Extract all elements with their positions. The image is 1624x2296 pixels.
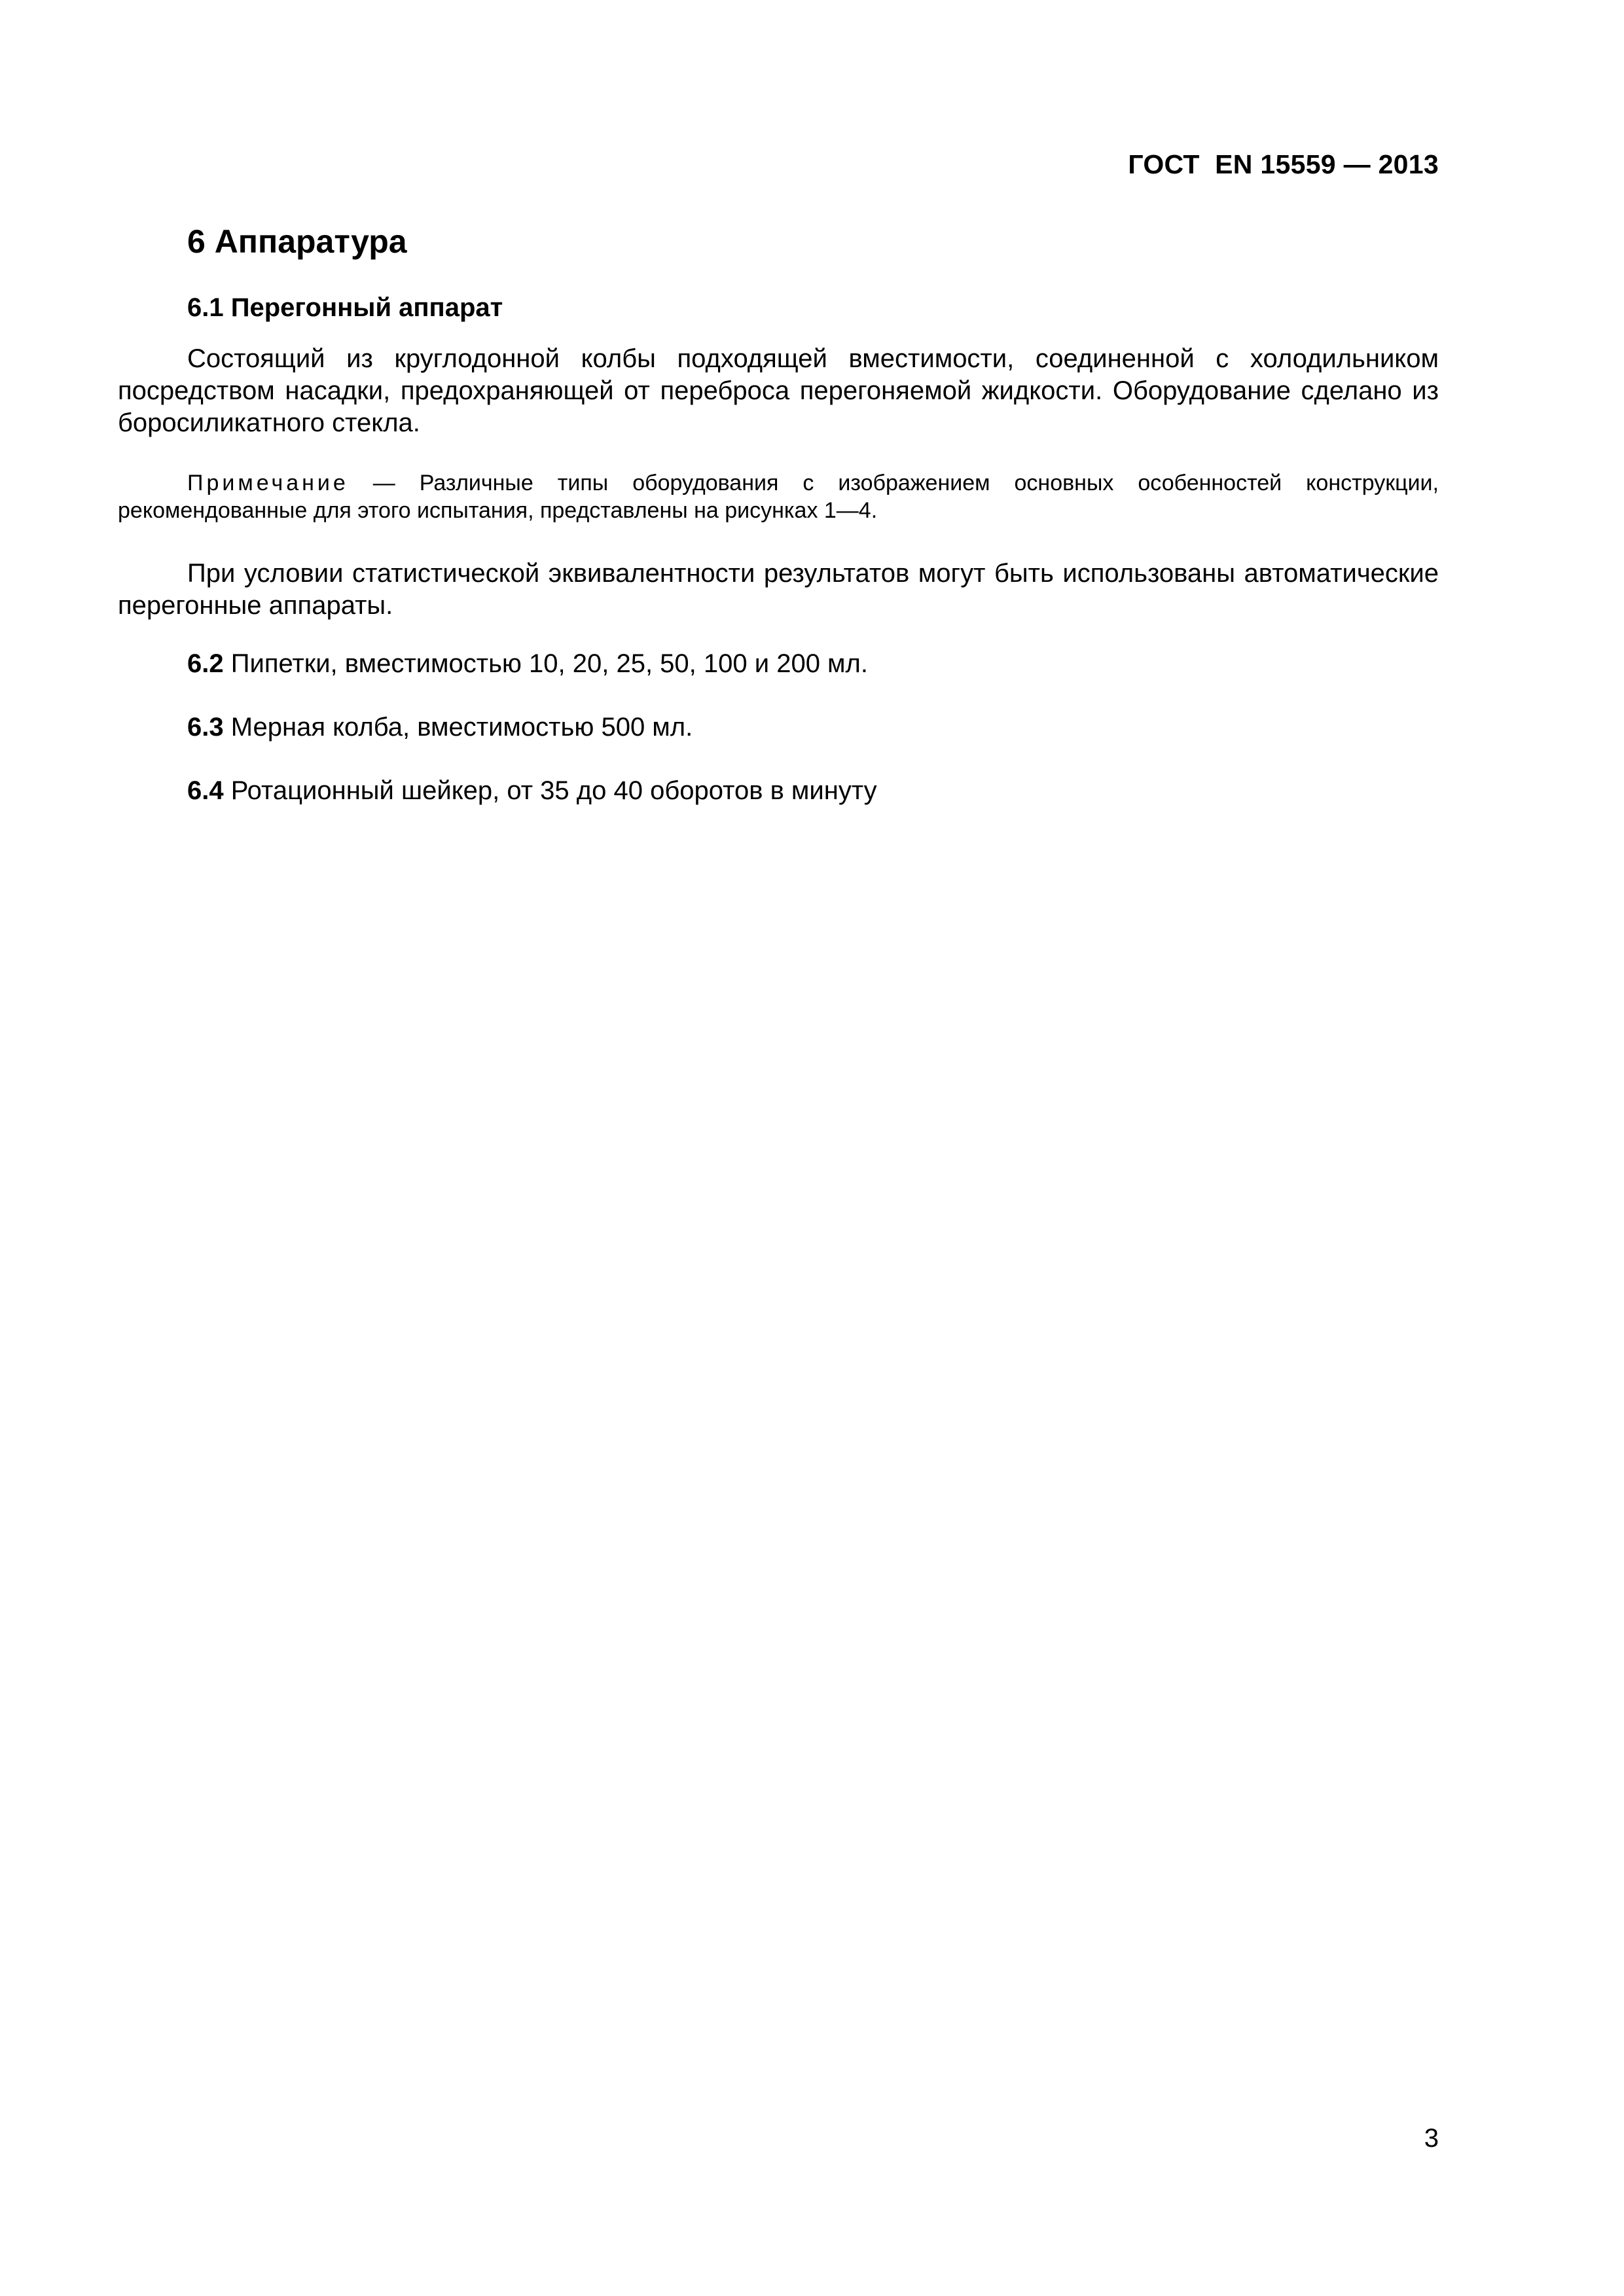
subsection-paragraph-2: При условии статистической эквивалентности результатов могут быть использованы автоматические перегонные аппараты.	[118, 559, 1439, 620]
subsection-heading: 6.1 Перегонный аппарат	[187, 293, 503, 322]
note-block	[118, 469, 1439, 524]
subsection-paragraph: Состоящий из круглодонной колбы подходящей вместимости, соединенной с холодильником посредством насадки, предохраняющей от переброса перегоняемой жидкости. Оборудование сделано из боросиликатного стекла.	[118, 344, 1439, 437]
item-text: Мерная колба, вместимостью 500 мл.	[223, 713, 693, 742]
item-text: Пипетки, вместимостью 10, 20, 25, 50, 100 и 200 мл.	[223, 649, 869, 678]
note-text: — Различные типы оборудования с изображением основных особенностей конструкции, рекомендованные для этого испытания, представлены на рисунках 1—4.	[118, 471, 1439, 523]
list-item	[187, 775, 877, 807]
list-item	[187, 711, 693, 744]
note-label: Примечание	[187, 471, 349, 495]
section-title: 6 Аппаратура	[187, 223, 407, 260]
item-number: 6.2	[187, 649, 224, 678]
document-code-header: ГОСТ EN 15559 — 2013	[1128, 149, 1439, 179]
page-number: 3	[1424, 2124, 1439, 2153]
item-text: Ротационный шейкер, от 35 до 40 оборотов в минуту	[223, 776, 877, 805]
item-number: 6.3	[187, 713, 224, 742]
list-item	[187, 648, 868, 680]
item-number: 6.4	[187, 776, 224, 805]
